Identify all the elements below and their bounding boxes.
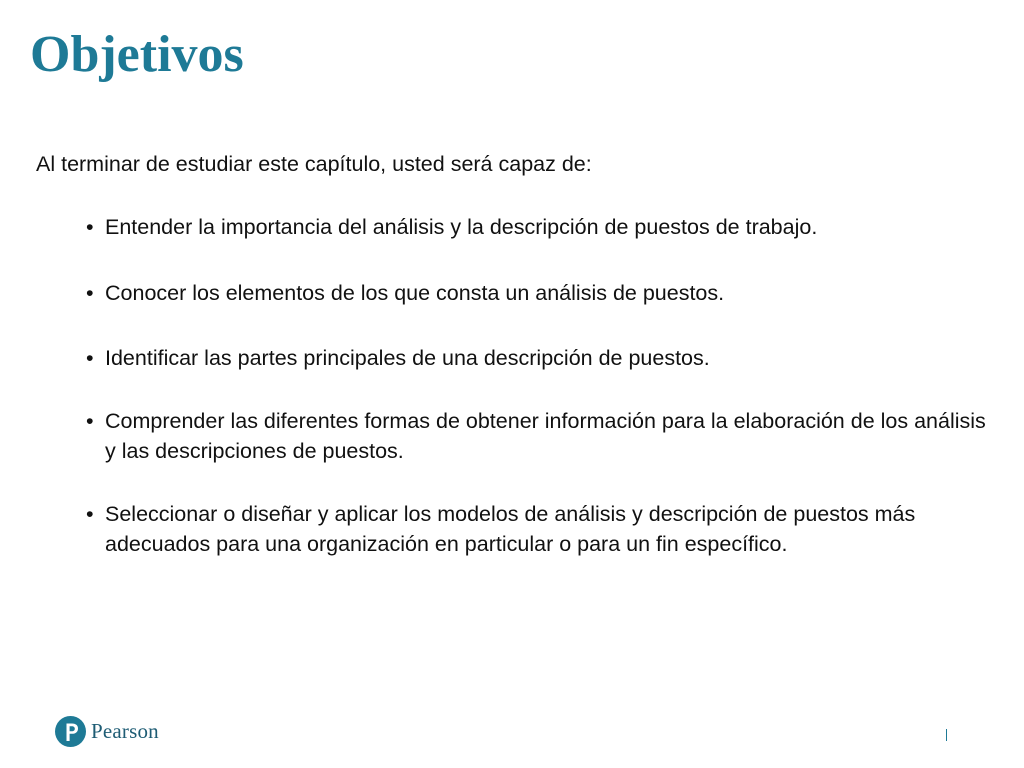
list-item-text: Entender la importancia del análisis y la descripción de puestos de trabajo. [105,215,818,239]
bullet-icon: • [86,409,94,433]
bullet-icon: • [86,346,94,370]
list-item [86,212,996,242]
bullet-icon: • [86,215,94,239]
list-item-text: Seleccionar o diseñar y aplicar los modelos de análisis y descripción de puestos más adecuados para una organización en particular o para un fin específico. [105,502,916,556]
intro-text: Al terminar de estudiar este capítulo, usted será capaz de: [36,152,592,176]
page-marker [946,729,947,741]
slide-title: Objetivos [30,26,244,83]
list-item-text: Conocer los elementos de los que consta un análisis de puestos. [105,281,725,305]
list-item-text: Comprender las diferentes formas de obtener información para la elaboración de los análisis y las descripciones de puestos. [105,409,986,463]
pearson-p-icon [55,716,86,747]
list-item [86,278,996,308]
logo-text: Pearson [91,719,159,743]
list-item-text: Identificar las partes principales de una descripción de puestos. [105,346,710,370]
bullet-icon: • [86,502,94,526]
list-item [86,499,996,559]
list-item [86,343,996,373]
bullet-icon: • [86,281,94,305]
list-item [86,406,996,466]
pearson-logo [55,716,159,747]
